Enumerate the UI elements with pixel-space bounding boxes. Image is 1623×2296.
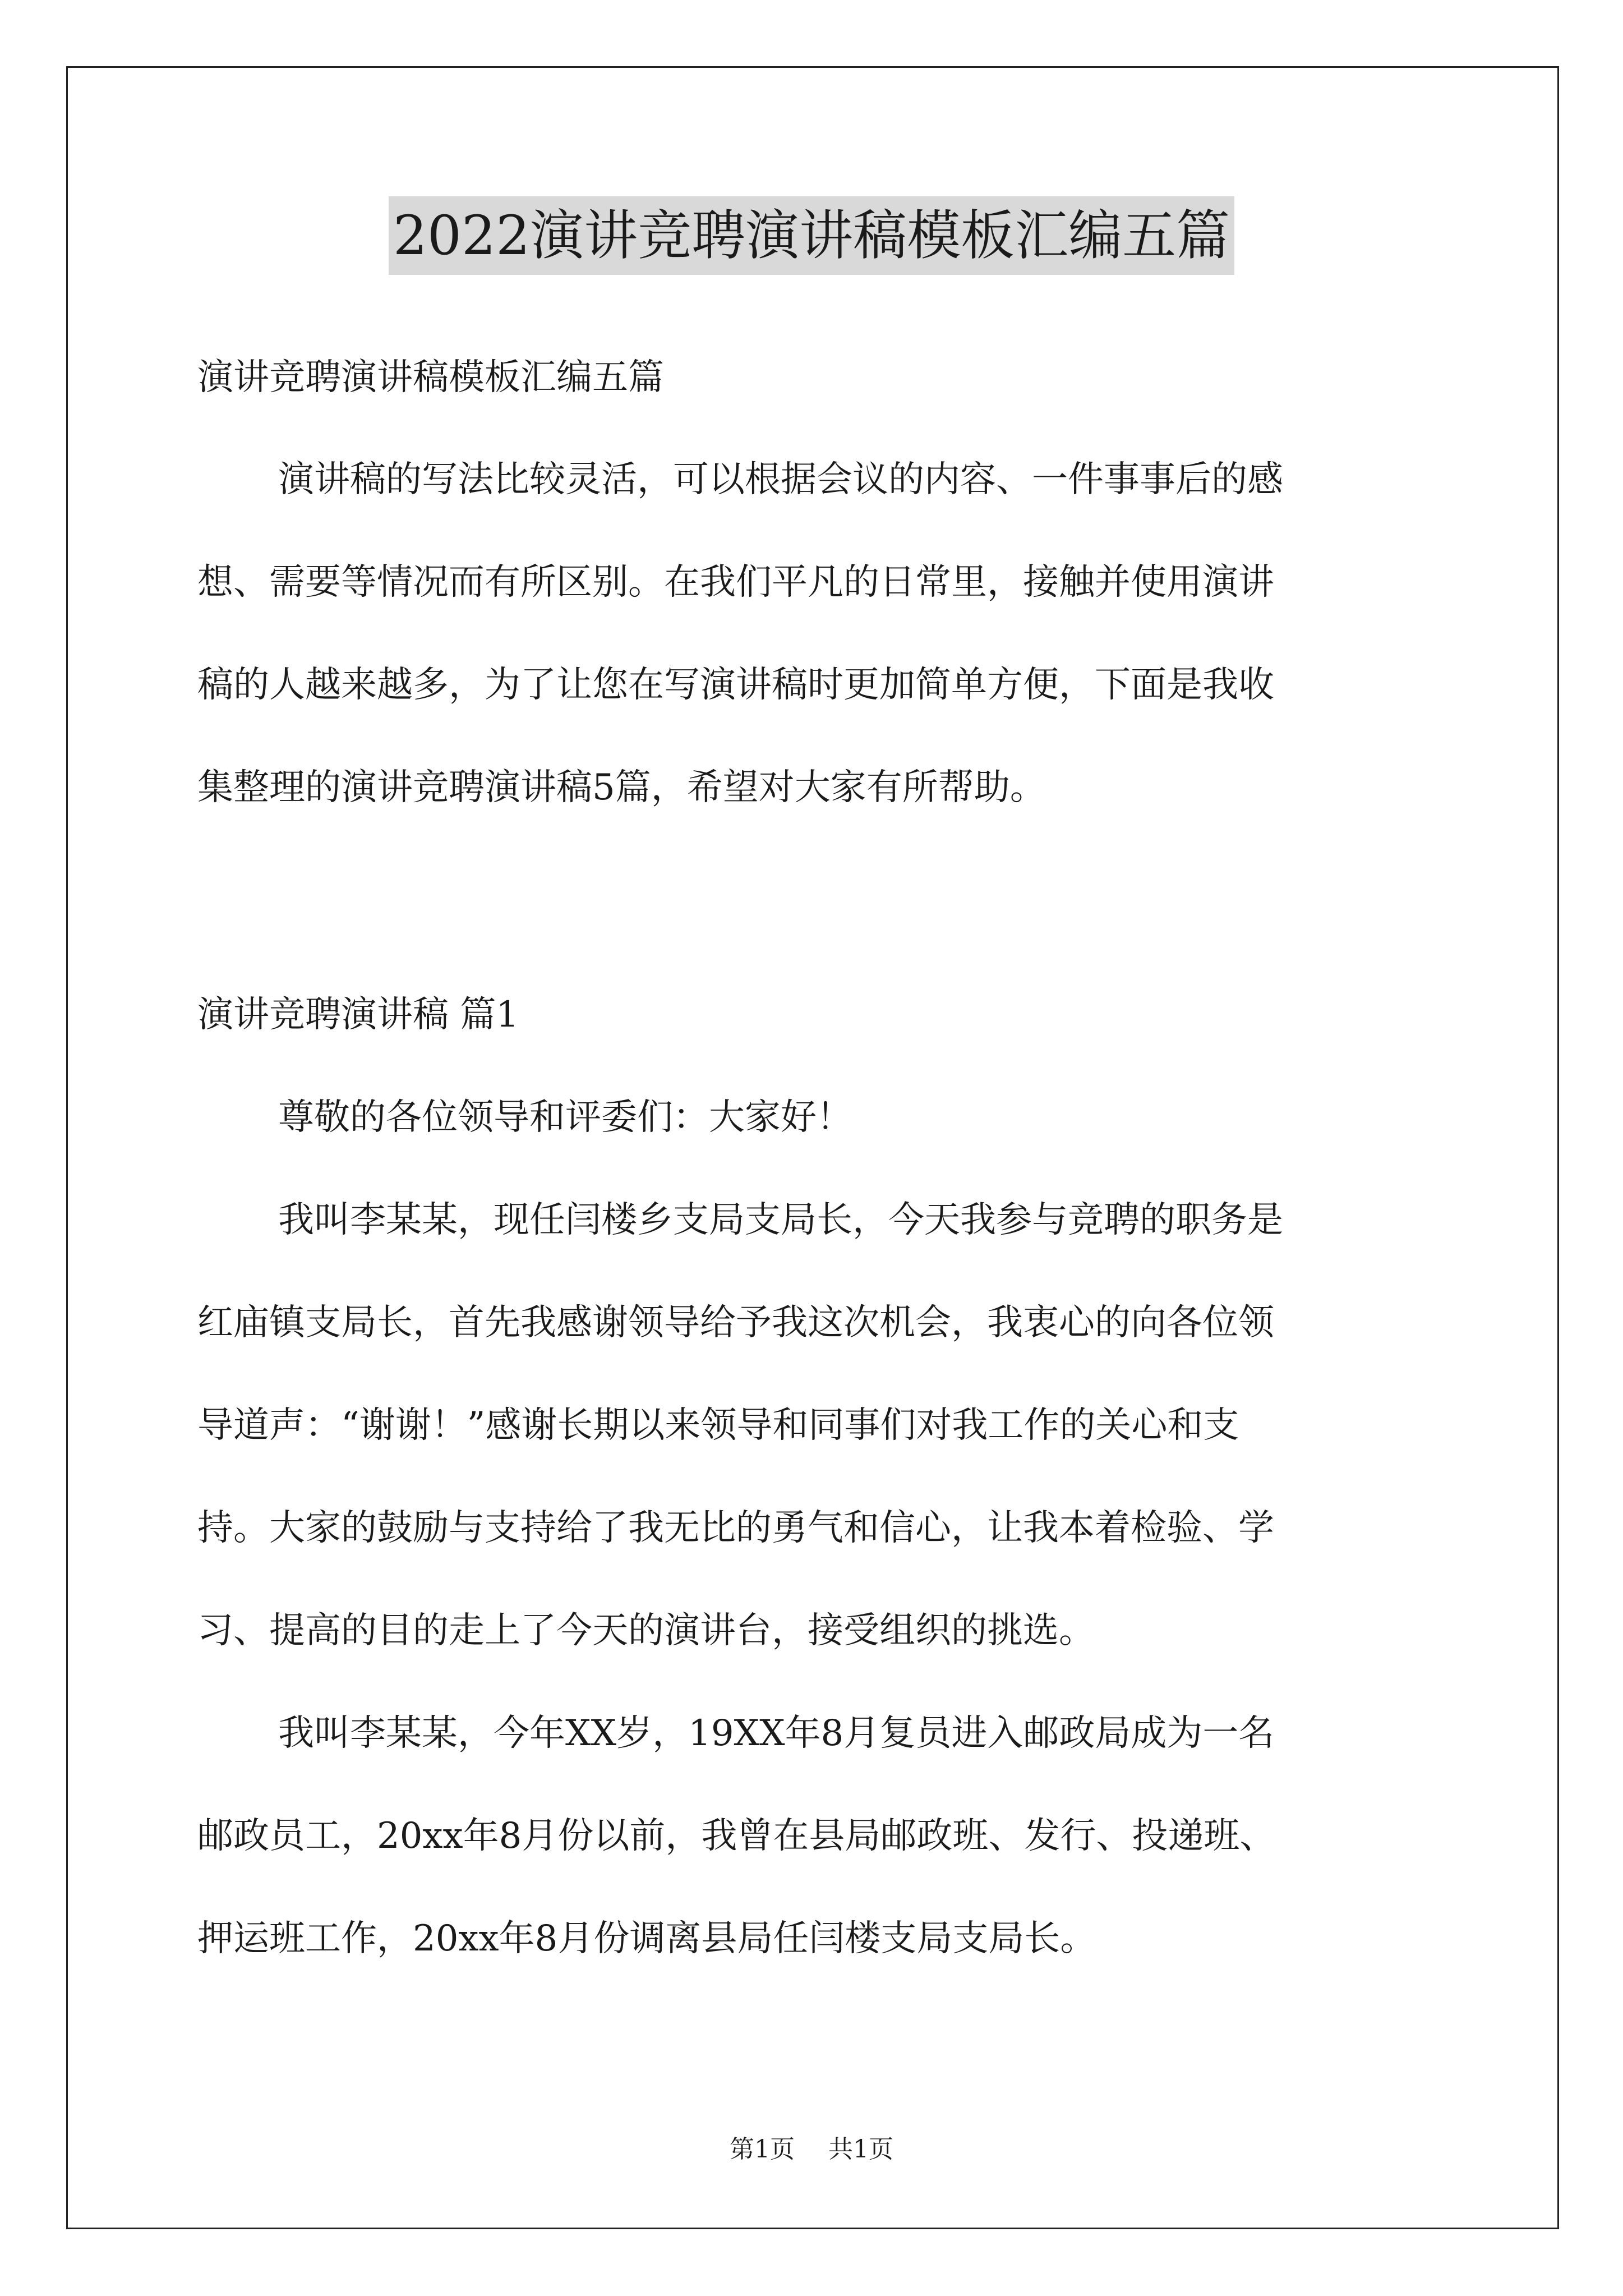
page-total: 共1页: [828, 2135, 893, 2164]
paragraph-line: 演讲稿的写法比较灵活，可以根据会议的内容、一件事事后的感: [278, 459, 1283, 500]
paragraph-line: 习、提高的目的走上了今天的演讲台，接受组织的挑选。: [197, 1610, 1095, 1651]
paragraph-line: 我叫李某某，今年XX岁，19XX年8月复员进入邮政局成为一名: [278, 1713, 1275, 1754]
paragraph-line: 持。大家的鼓励与支持给了我无比的勇气和信心，让我本着检验、学: [197, 1507, 1274, 1549]
paragraph-line: 我叫李某某，现任闫楼乡支局支局长，今天我参与竞聘的职务是: [278, 1199, 1283, 1241]
greeting-line: 尊敬的各位领导和评委们：大家好！: [278, 1097, 852, 1138]
page-footer: [0, 2133, 1623, 2166]
paragraph-line: 稿的人越来越多，为了让您在写演讲稿时更加简单方便，下面是我收: [197, 664, 1274, 706]
document-subtitle: 演讲竞聘演讲稿模板汇编五篇: [197, 357, 664, 398]
section-heading: 演讲竞聘演讲稿 篇1: [197, 994, 519, 1036]
title-container: [0, 196, 1623, 275]
paragraph-line: 押运班工作，20xx年8月份调离县局任闫楼支局支局长。: [197, 1918, 1096, 1959]
paragraph-line: 红庙镇支局长，首先我感谢领导给予我这次机会，我衷心的向各位领: [197, 1302, 1274, 1343]
paragraph-line: 导道声：“谢谢！”感谢长期以来领导和同事们对我工作的关心和支: [197, 1405, 1239, 1446]
paragraph-line: 集整理的演讲竞聘演讲稿5篇，希望对大家有所帮助。: [197, 767, 1046, 808]
document-title: 2022演讲竞聘演讲稿模板汇编五篇: [389, 196, 1234, 275]
paragraph-line: 邮政员工，20xx年8月份以前，我曾在县局邮政班、发行、投递班、: [197, 1815, 1276, 1857]
paragraph-line: 想、需要等情况而有所区别。在我们平凡的日常里，接触并使用演讲: [197, 562, 1274, 603]
page-number: 第1页: [730, 2135, 795, 2164]
